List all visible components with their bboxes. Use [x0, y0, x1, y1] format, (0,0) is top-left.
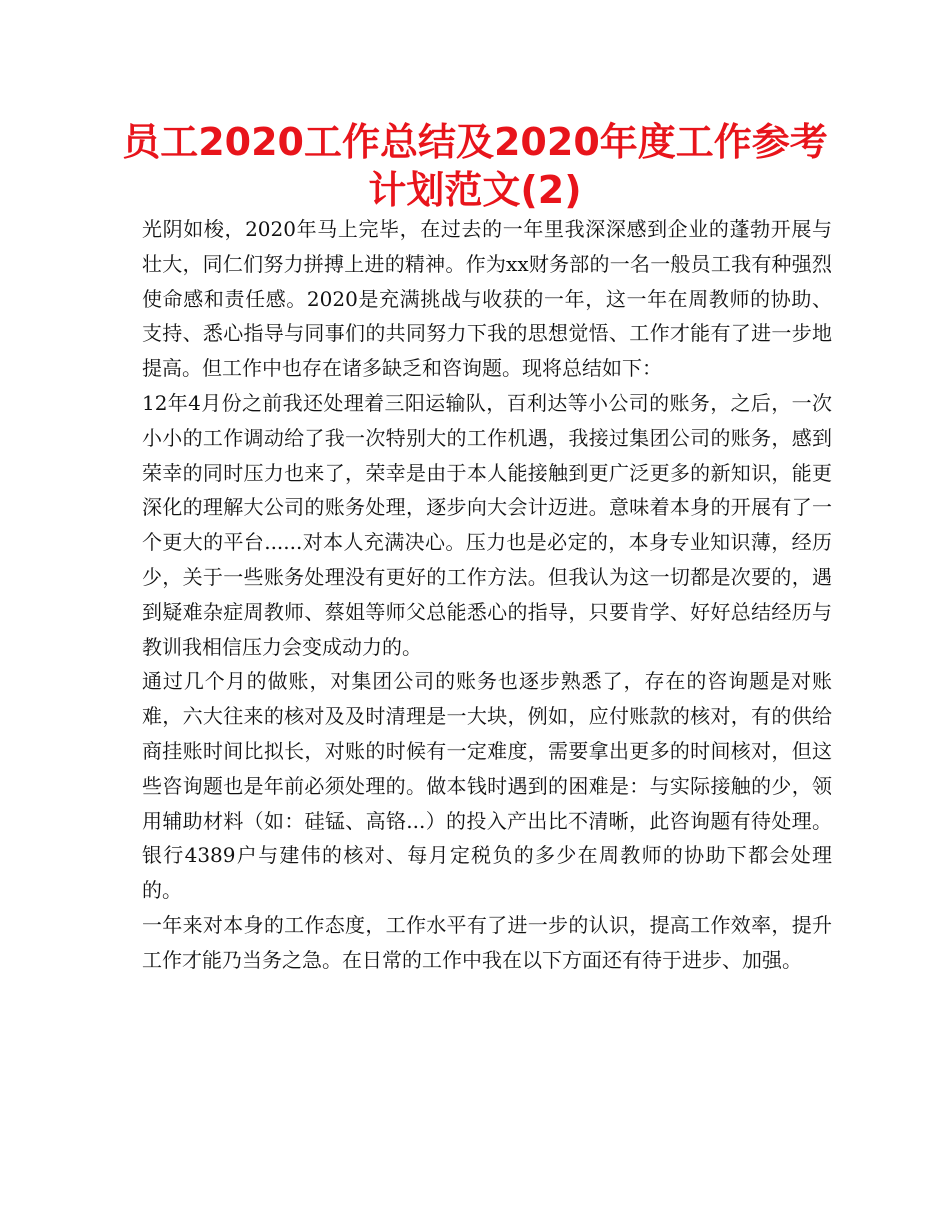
paragraph-intro: 光阴如梭，2020年马上完毕，在过去的一年里我深深感到企业的蓬勃开展与壮大，同仁们努力拼搏上进的精神。作为xx财务部的一名一般员工我有种强烈使命感和责任感。2020是充满挑战与收获的一年，这一年在周教师的协助、支持、悉心指导与同事们的共同努力下我的思想觉悟、工作才能有了进一步地提高。但工作中也存在诸多缺乏和咨询题。现将总结如下： — [142, 217, 832, 381]
document-body — [142, 212, 832, 978]
paragraph-improvement: 一年来对本身的工作态度，工作水平有了进一步的认识，提高工作效率，提升工作才能乃当务之急。在日常的工作中我在以下方面还有待于进步、加强。 — [142, 912, 832, 972]
paragraph-work-change: 12年4月份之前我还处理着三阳运输队，百利达等小公司的账务，之后，一次小小的工作调动给了我一次特别大的工作机遇，我接过集团公司的账务，感到荣幸的同时压力也来了，荣幸是由于本人能接触到更广泛更多的新知识，能更深化的理解大公司的账务处理，逐步向大会计迈进。意味着本身的开展有了一个更大的平台......对本人充满决心。压力也是必定的，本身专业知识薄，经历少，关于一些账务处理没有更好的工作方法。但我认为这一切都是次要的，遇到疑难杂症周教师、蔡姐等师父总能悉心的指导，只要肯学、好好总结经历与教训我相信压力会变成动力的。 — [142, 390, 832, 659]
document-title: 员工2020工作总结及2020年度工作参考计划范文(2) — [122, 120, 828, 212]
paragraph-account-issues: 通过几个月的做账，对集团公司的账务也逐步熟悉了，存在的咨询题是对账难，六大往来的核对及及时清理是一大块，例如，应付账款的核对，有的供给商挂账时间比拟长，对账的时候有一定难度，需要拿出更多的时间核对，但这些咨询题也是年前必须处理的。做本钱时遇到的困难是：与实际接触的少，领用辅助材料（如：硅锰、高铬...）的投入产出比不清晰，此咨询题有待处理。银行4389户与建伟的核对、每月定税负的多少在周教师的协助下都会处理的。 — [142, 669, 832, 903]
